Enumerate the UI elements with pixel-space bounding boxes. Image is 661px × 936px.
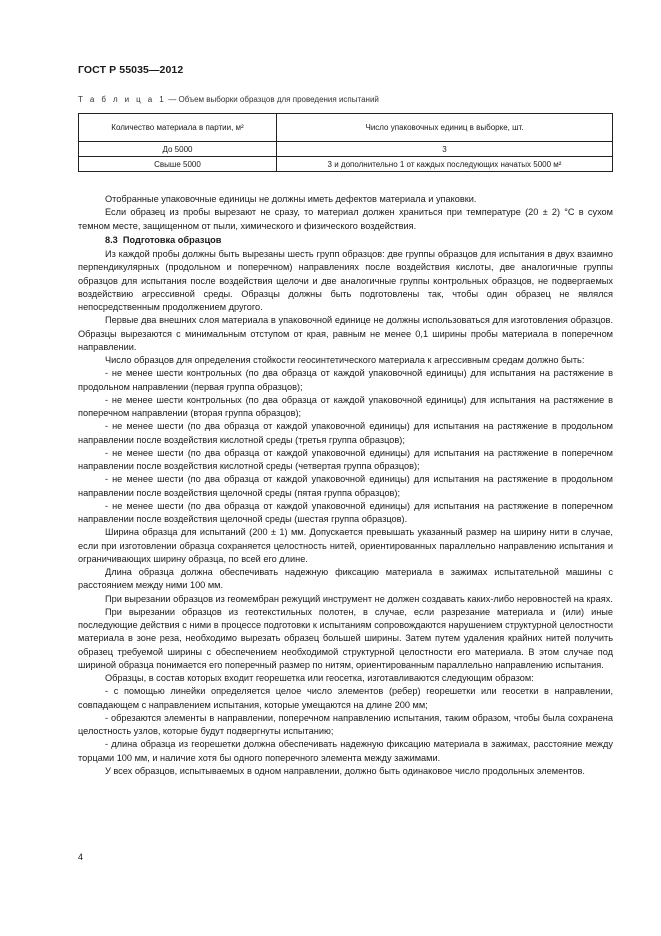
list-item: - длина образца из георешетки должна обеспечивать надежную фиксацию материала в зажимах, расстояние между торцами 100 мм, и наличие хотя бы одного поперечного элемента между зажимами. <box>78 739 613 763</box>
list-item: - не менее шести (по два образца от каждой упаковочной единицы) для испытания на растяжение в продольном направлении после воздействия кислотной среды (третья группа образцов); <box>78 421 613 445</box>
table-header-count: Число упаковочных единиц в выборке, шт. <box>277 114 613 142</box>
table-caption <box>78 95 379 104</box>
table-row <box>79 157 613 172</box>
paragraph: Образцы, в состав которых входит георешетка или геосетка, изготавливаются следующим образом: <box>105 673 534 683</box>
document-header: ГОСТ Р 55035—2012 <box>78 64 184 76</box>
list-item: - не менее шести (по два образца от каждой упаковочной единицы) для испытания на растяжение в поперечном направлении после воздействия кислотной среды (четвертая группа образцов); <box>78 447 613 471</box>
table-header-row <box>79 114 613 142</box>
paragraph: Отобранные упаковочные единицы не должны иметь дефектов материала и упаковки. <box>105 194 477 204</box>
table-cell-count: 3 и дополнительно 1 от каждых последующих начатых 5000 м² <box>277 157 613 172</box>
table-cell-count: 3 <box>277 142 613 157</box>
section-heading <box>78 234 613 247</box>
paragraph: Первые два внешних слоя материала в упаковочной единице не должны использоваться для изготовления образцов. Образцы вырезаются с минимальным отступом от края, равным не менее 0,1 ширины пробы материала в поперечном направлении. <box>78 315 613 352</box>
table-header-amount: Количество материала в партии, м² <box>79 114 277 142</box>
table-caption-text: — Объем выборки образцов для проведения испытаний <box>166 95 379 104</box>
list-item: - не менее шести контрольных (по два образца от каждой упаковочной единицы) для испытания на растяжение в поперечном направлении (вторая группа образцов); <box>78 394 613 418</box>
table-cell-amount: До 5000 <box>79 142 277 157</box>
list-item: - не менее шести контрольных (по два образца от каждой упаковочной единицы) для испытания на растяжение в продольном направлении (первая группа образцов); <box>78 368 613 392</box>
document-body <box>78 193 613 778</box>
paragraph: Из каждой пробы должны быть вырезаны шесть групп образцов: две группы образцов для испытания в двух взаимно перпендикулярных (продольном и поперечном) направлениях после воздействия кислоты, две аналогичные группы образцов для испытания после воздействия щелочи и две аналогичные группы контрольных образцов, не подвергаемых воздействию агрессивной среды. Образцы должны быть подготовлены так, чтобы один образец не являлся непосредственным продолжением другого. <box>78 249 613 312</box>
sample-size-table <box>78 113 613 172</box>
paragraph: Длина образца должна обеспечивать надежную фиксацию материала в зажимах испытательной машины с расстоянием между ними 100 мм. <box>78 567 613 591</box>
paragraph: При вырезании образцов из геомембран режущий инструмент не должен создавать каких-либо неровностей на краях. <box>105 593 613 604</box>
section-title: Подготовка образцов <box>122 234 222 245</box>
list-item: - обрезаются элементы в направлении, поперечном направлению испытания, таким образом, чтобы была сохранена целостность узлов, которые будут подвергнуты испытанию; <box>78 712 613 736</box>
list-item: - с помощью линейки определяется целое число элементов (ребер) георешетки или геосетки в направлении, совпадающем с направлением испытания, которые умещаются на длине 200 мм; <box>78 686 613 710</box>
page-number: 4 <box>78 852 84 862</box>
table-cell-amount: Свыше 5000 <box>79 157 277 172</box>
list-item: - не менее шести (по два образца от каждой упаковочной единицы) для испытания на растяжение в продольном направлении после воздействия щелочной среды (пятая группа образцов); <box>78 474 613 498</box>
paragraph: У всех образцов, испытываемых в одном направлении, должно быть одинаковое число продольных элементов. <box>105 765 585 776</box>
paragraph: При вырезании образцов из геотекстильных полотен, в случае, если разрезание материала и (или) иные последующие действия с ними в процессе подготовки к испытаниям сопровождаются нарушением структурной целостности материала в зоне реза, необходимо вырезать образец большей ширины. Затем путем удаления крайних нитей получить образец требуемой ширины с обеспечением необходимой структурной целостности его материала. В этом случае под шириной образца понимается его поперечный размер по нитям, ориентированным параллельно направлению испытания. <box>78 606 613 670</box>
table-caption-prefix: Т а б л и ц а 1 <box>78 95 167 104</box>
paragraph: Число образцов для определения стойкости геосинтетического материала к агрессивным средам должно быть: <box>105 355 585 365</box>
list-item: - не менее шести (по два образца от каждой упаковочной единицы) для испытания на растяжение в поперечном направлении после воздействия щелочной среды (шестая группа образцов). <box>78 500 613 524</box>
section-number: 8.3 <box>105 234 118 245</box>
table-row <box>79 142 613 157</box>
paragraph: Если образец из пробы вырезают не сразу, то материал должен храниться при температуре (20 ± 2) °С в сухом темном месте, защищенном от пыли, химического и физического воздействия. <box>78 207 613 231</box>
paragraph: Ширина образца для испытаний (200 ± 1) мм. Допускается превышать указанный размер на ширину нити в случае, если при изготовлении образца сохраняется целостность нитей, ориентированных параллельно направлению испытания и ограничивающих ширину образца, по всей его длине. <box>78 527 613 564</box>
